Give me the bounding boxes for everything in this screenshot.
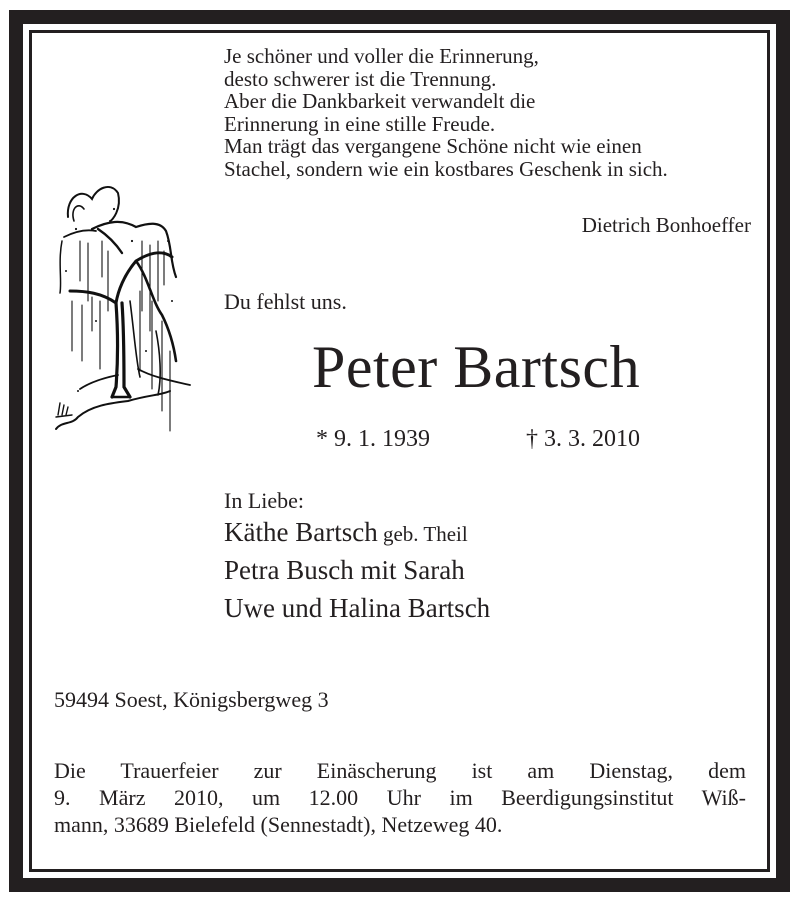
family-address: 59494 Soest, Königsbergweg 3 (54, 687, 329, 712)
quote-line: desto schwerer ist die Trennung. (224, 66, 497, 91)
mourner-entry (224, 555, 465, 586)
quote-line: Aber die Dankbarkeit verwandelt die (224, 89, 536, 114)
funeral-notice-line: 9. März 2010, um 12.00 Uhr im Beerdigungsinstitut Wiß- (54, 785, 746, 810)
weeping-willow-tree-icon (52, 181, 192, 443)
mourner-name: Petra Busch mit Sarah (224, 555, 465, 585)
mourner-entry (224, 593, 490, 624)
bonhoeffer-quote (224, 45, 668, 181)
death-date: † 3. 3. 2010 (526, 426, 640, 452)
missing-you-text: Du fehlst uns. (224, 289, 347, 314)
mourner-name: Uwe und Halina Bartsch (224, 593, 491, 623)
deceased-name: Peter Bartsch (312, 334, 641, 400)
quote-line: Man trägt das vergangene Schöne nicht wie einen (224, 134, 642, 159)
quote-line: Je schöner und voller die Erinnerung, (224, 44, 539, 68)
mourner-note: geb. Theil (377, 522, 468, 546)
funeral-notice-line: Die Trauerfeier zur Einäscherung ist am Dienstag, dem (54, 758, 746, 783)
quote-author: Dietrich Bonhoeffer (581, 213, 751, 237)
mourner-name: Käthe Bartsch (224, 517, 378, 547)
quote-line: Stachel, sondern wie ein kostbares Geschenk in sich. (224, 156, 668, 181)
outer-black-border (9, 10, 790, 892)
funeral-notice (54, 757, 746, 838)
funeral-notice-line: mann, 33689 Bielefeld (Sennestadt), Netzeweg 40. (54, 812, 503, 837)
mourners-label: In Liebe: (224, 488, 305, 513)
birth-date: * 9. 1. 1939 (316, 426, 430, 452)
obituary-notice (29, 30, 770, 872)
mourner-entry (224, 517, 468, 548)
border-gap (23, 24, 776, 878)
quote-line: Erinnerung in eine stille Freude. (224, 111, 496, 136)
